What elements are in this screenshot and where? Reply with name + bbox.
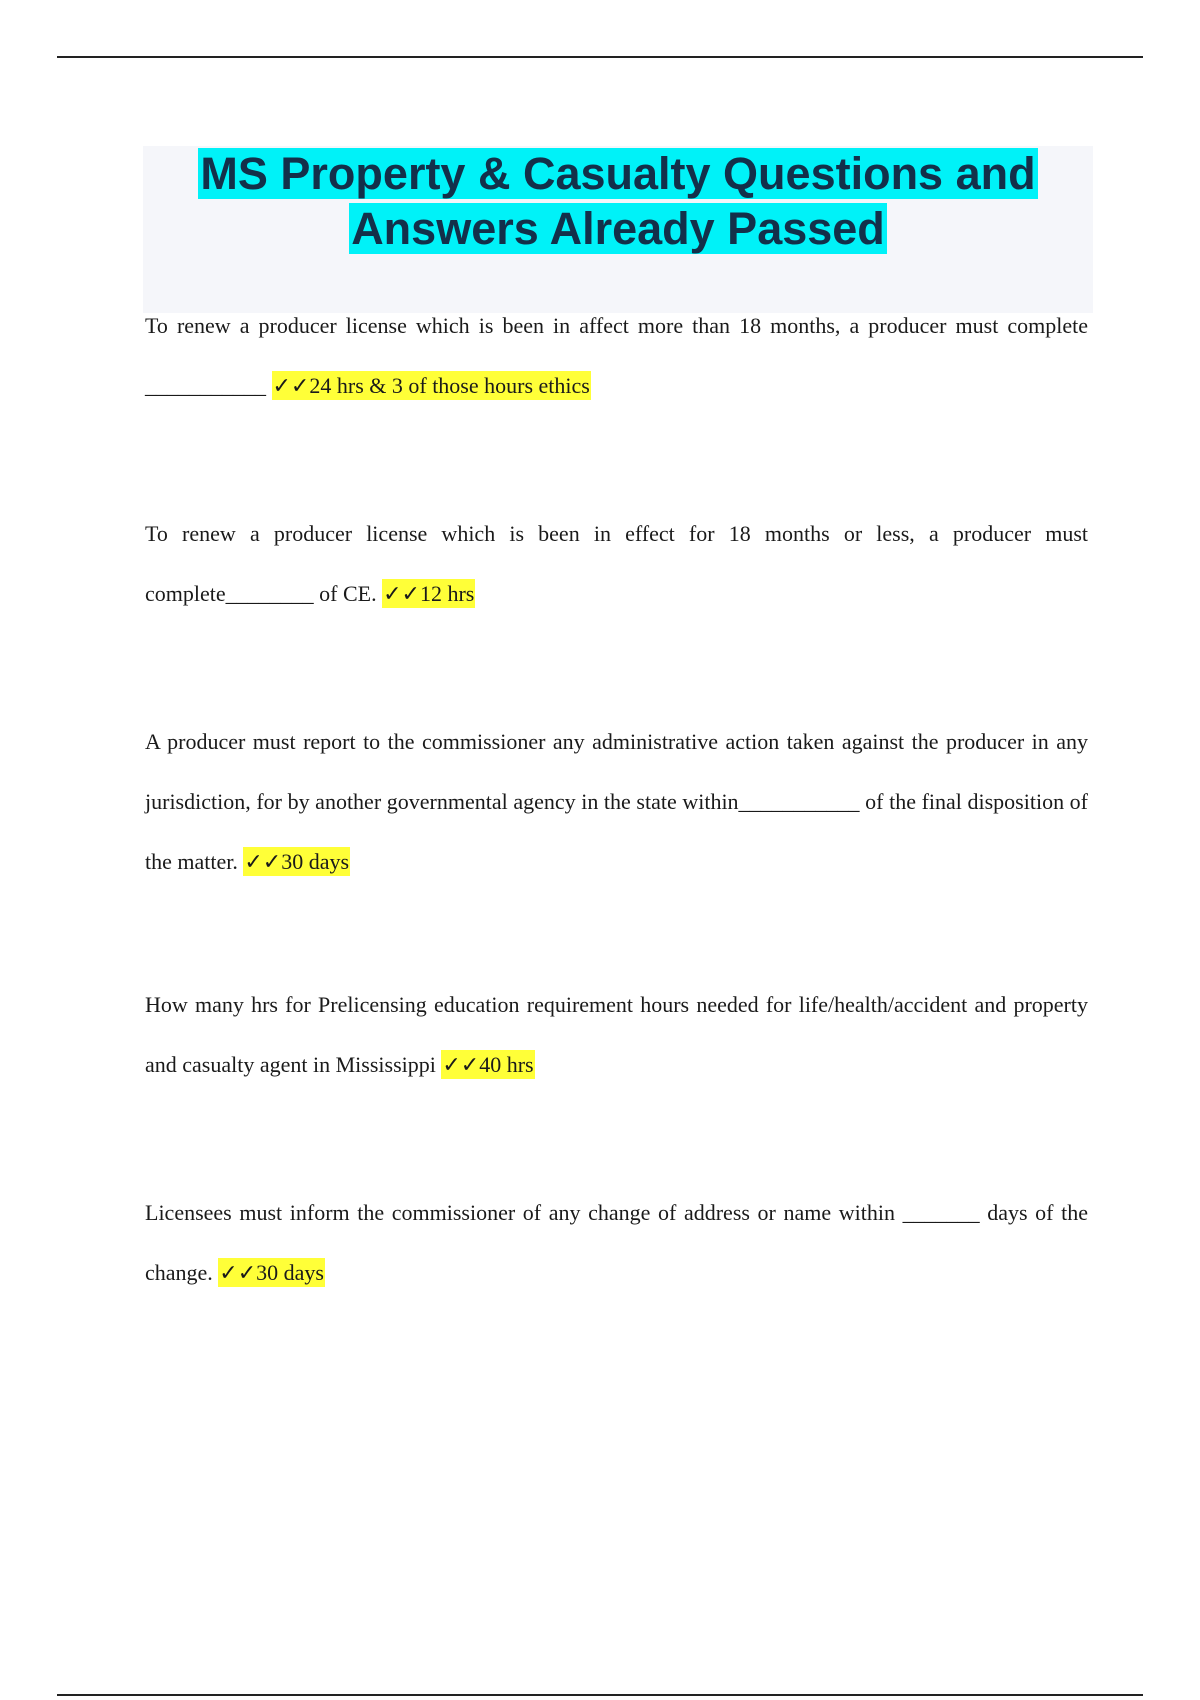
top-rule [57,56,1143,58]
answer-text: ✓✓12 hrs [383,581,475,606]
question-text: Licensees must inform the commissioner of any change of address or name within _______ days of the change. [145,1200,1088,1285]
document-title [143,146,1093,256]
answer-text: ✓✓30 days [219,1260,324,1285]
question-text: A producer must report to the commissioner any administrative action taken against the producer in any jurisdiction, for by another governmental agency in the state within___________ of the final disposition of the matter. [145,729,1088,874]
question-text: To renew a producer license which is been in effect for 18 months or less, a producer must complete________ of CE. [145,521,1088,606]
question-3 [145,712,1088,892]
title-line-2: Answers Already Passed [351,203,885,254]
answer-text: ✓✓30 days [244,849,350,874]
question-2 [145,504,1088,624]
question-1 [145,296,1088,416]
question-4 [145,975,1088,1095]
question-text: How many hrs for Prelicensing education requirement hours needed for life/health/accident and property and casualty agent in Mississippi [145,992,1088,1077]
question-text: To renew a producer license which is been in affect more than 18 months, a producer must complete ___________ [145,313,1088,398]
question-5 [145,1183,1088,1303]
title-block [143,146,1093,313]
title-line-1: MS Property & Casualty Questions and [200,148,1036,199]
answer-text: ✓✓40 hrs [442,1052,534,1077]
answer-text: ✓✓24 hrs & 3 of those hours ethics [272,373,590,398]
bottom-rule [57,1694,1143,1696]
